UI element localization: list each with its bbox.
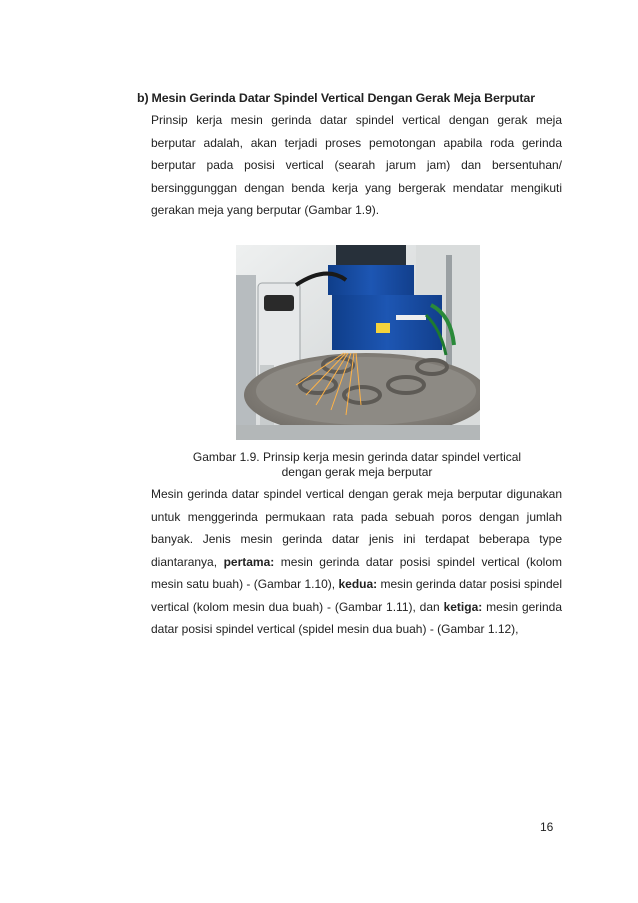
term-second: kedua:: [338, 577, 378, 591]
machine-photo-illustration: [236, 245, 480, 440]
paragraph-types: [151, 483, 562, 641]
paragraph-principle: Prinsip kerja mesin gerinda datar spindel vertical dengan gerak meja berputar adalah, akan terjadi proses pemotongan apabila roda gerinda berputar pada posisi vertical (searah jarum jam) dan bersentuhan/ bersinggunggan dengan benda kerja yang bergerak mendatar mengikuti gerakan meja yang berputar (Gambar 1.9).: [151, 113, 562, 217]
paragraph-text: mesin gerinda datar posisi spindel vertical (kolom mesin satu buah) - (Gambar 1.10),: [151, 554, 563, 591]
caption-line-1: Gambar 1.9. Prinsip kerja mesin gerinda datar spindel vertical: [192, 450, 522, 464]
paragraph-text: mesin gerinda datar posisi spindel vertical (spidel mesin dua buah) - (Gambar 1.12),: [151, 599, 562, 636]
paragraph-text: mesin gerinda datar posisi spindel vertical (kolom mesin dua buah) - (Gambar 1.11), dan: [151, 577, 562, 614]
section-heading: [137, 91, 567, 105]
caption-line-2: dengan gerak meja berputar: [281, 465, 433, 479]
page-number: 16: [540, 820, 554, 834]
term-third: ketiga:: [443, 599, 483, 614]
paragraph-text: Mesin gerinda datar spindel vertical dengan gerak meja berputar digunakan untuk menggerinda permukaan rata pada sebuah poros dengan jumlah banyak. Jenis mesin gerinda datar jenis ini terdapat beberapa type diantaranya,: [151, 487, 562, 569]
figure-grinding-machine: [236, 245, 480, 440]
list-marker: b): [137, 91, 149, 105]
section-title: Mesin Gerinda Datar Spindel Vertical Dengan Gerak Meja Berputar: [151, 91, 535, 105]
figure-caption: [156, 450, 558, 480]
term-first: pertama:: [223, 554, 275, 569]
